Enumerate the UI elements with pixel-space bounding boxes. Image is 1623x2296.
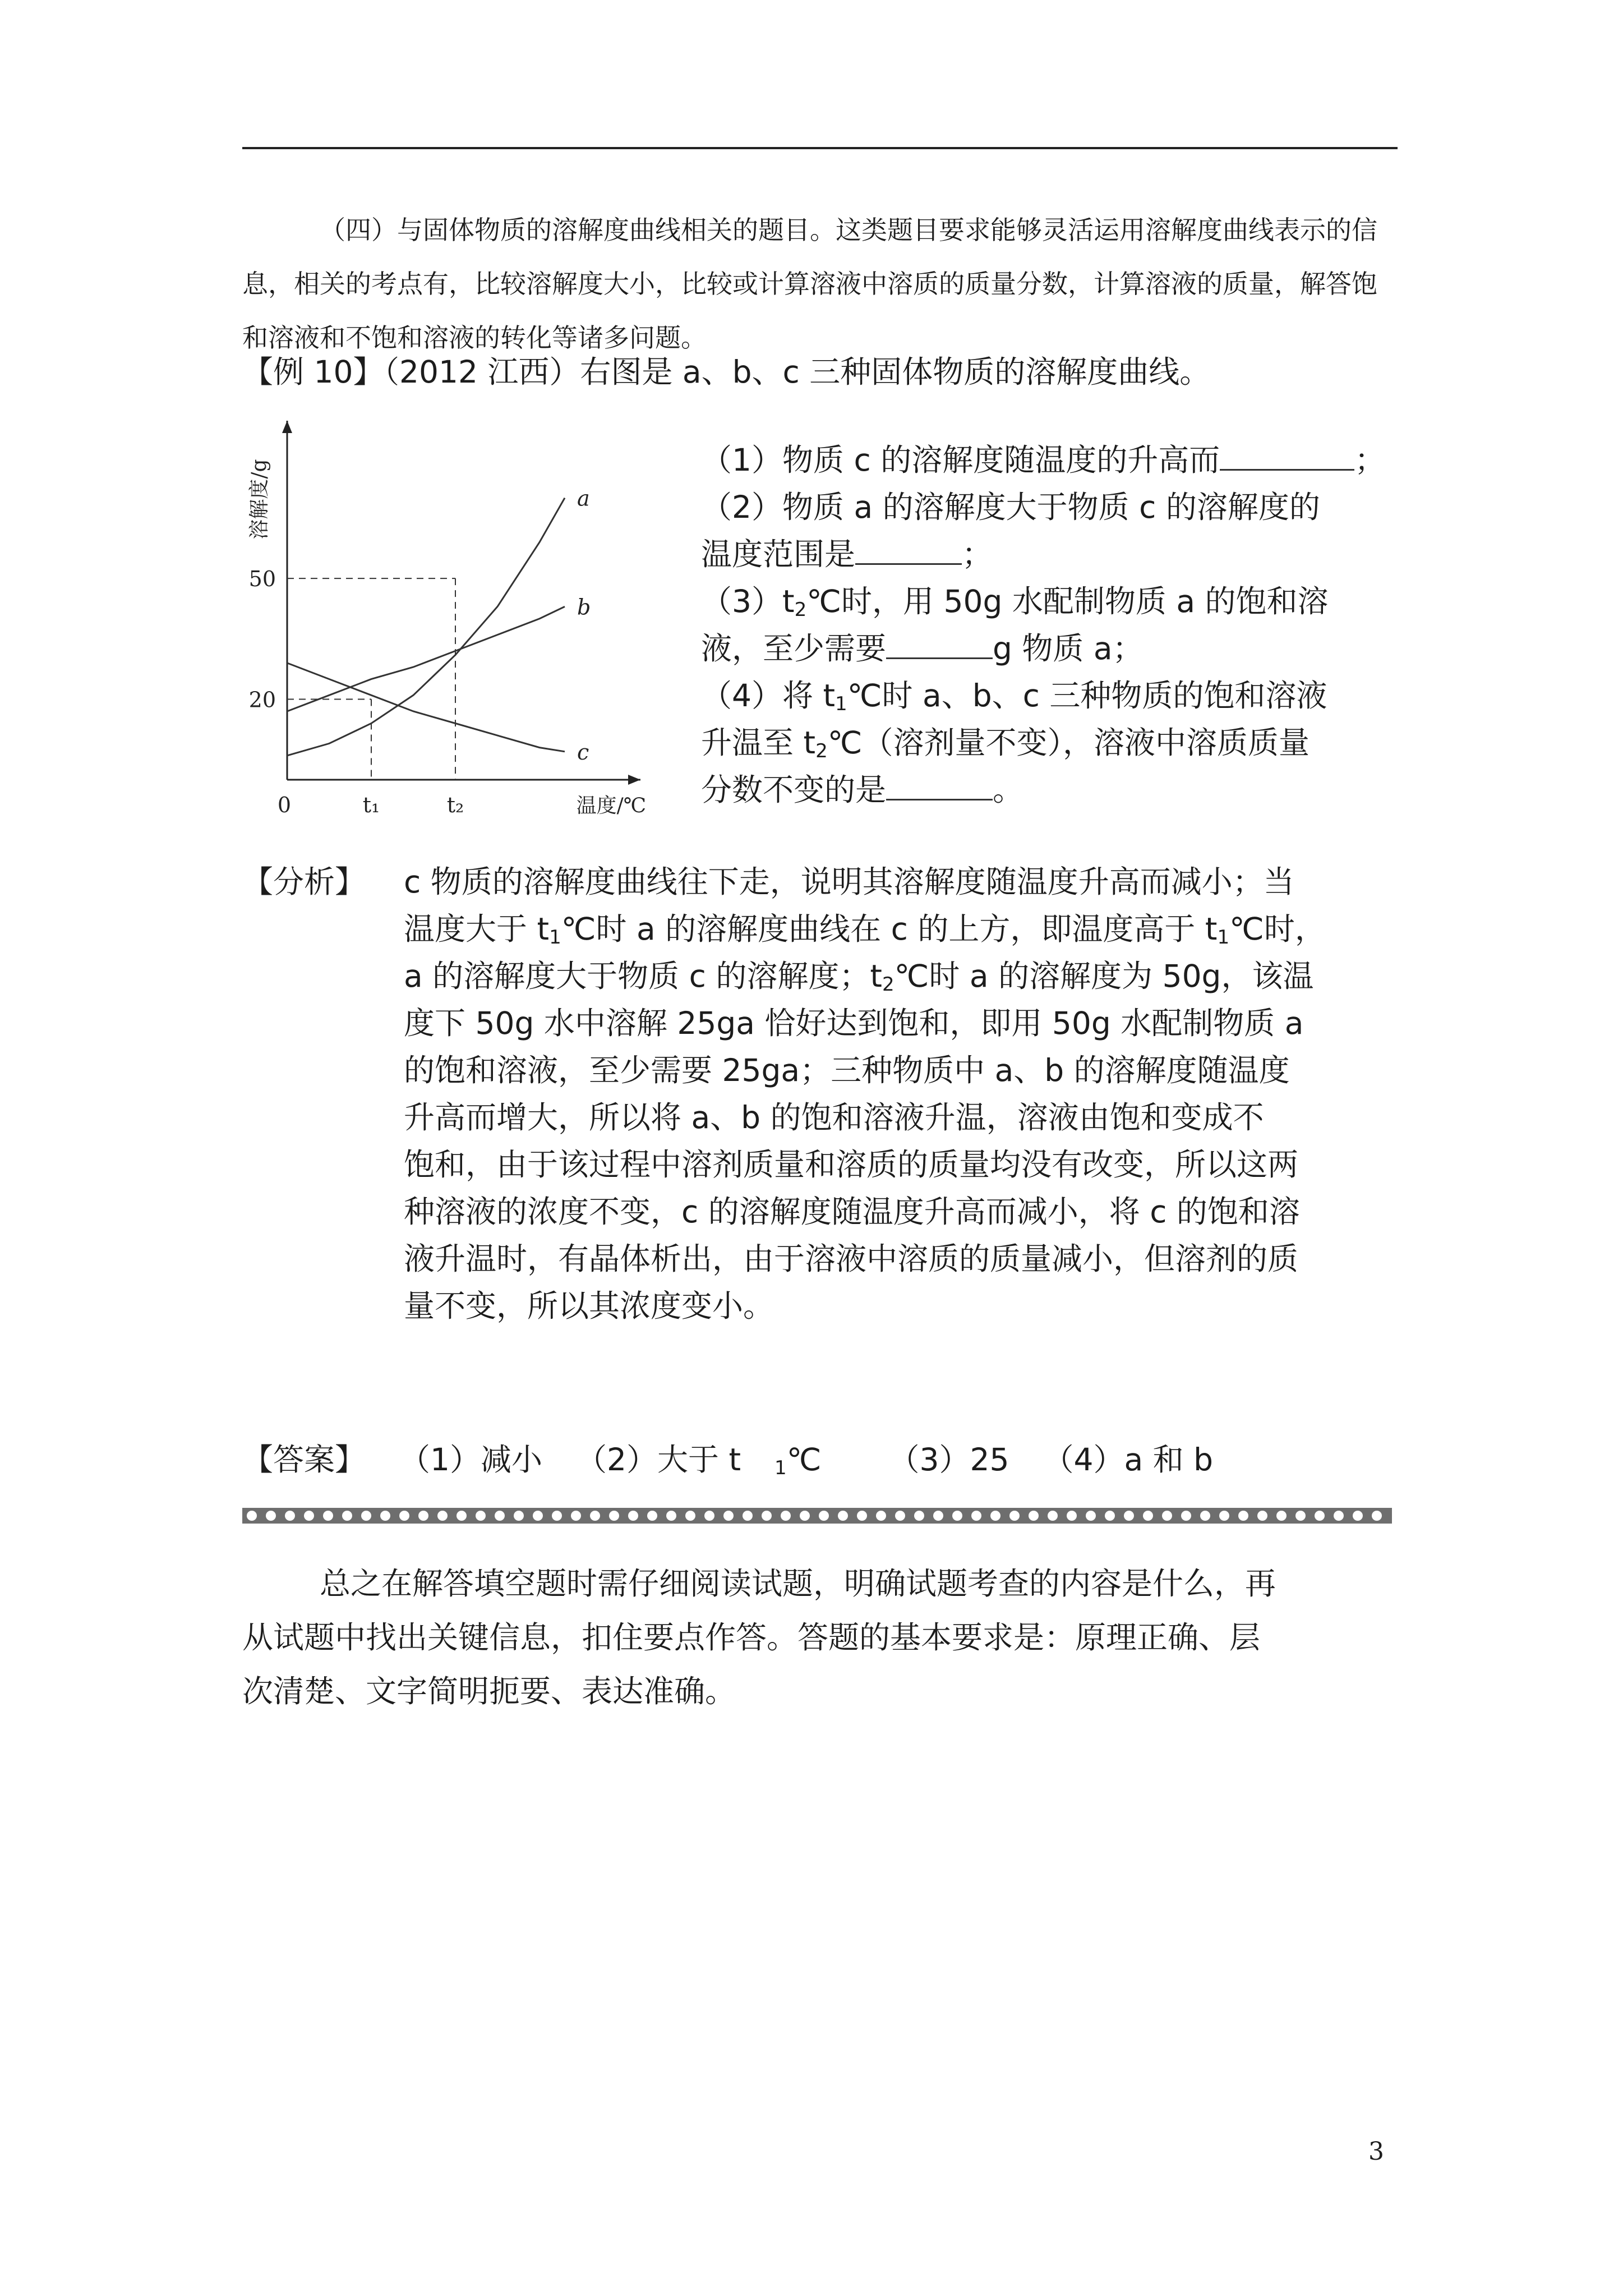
divider-dot xyxy=(590,1511,600,1521)
y-tick-label: 50 xyxy=(248,567,276,592)
divider-dot xyxy=(1334,1511,1344,1521)
divider-dot xyxy=(323,1511,333,1521)
y-axis-arrow xyxy=(282,421,292,433)
answer-3: （3）25 xyxy=(888,1442,1009,1478)
divider-dot xyxy=(1105,1511,1115,1521)
divider-dot xyxy=(1181,1511,1191,1521)
divider-dot xyxy=(838,1511,848,1521)
summary-line: 从试题中找出关键信息，扣住要点作答。答题的基本要求是：原理正确、层 xyxy=(242,1619,1261,1655)
divider-dot xyxy=(1295,1511,1306,1521)
divider-dot xyxy=(342,1511,352,1521)
divider-dot xyxy=(876,1511,886,1521)
divider-dot xyxy=(800,1511,810,1521)
answer-blank[interactable] xyxy=(855,532,962,565)
divider-dot xyxy=(609,1511,619,1521)
divider-dot xyxy=(1219,1511,1229,1521)
divider-dot xyxy=(1276,1511,1287,1521)
solubility-chart-svg xyxy=(242,409,685,819)
analysis-line: 升高而增大，所以将 a、b 的饱和溶液升温，溶液由饱和变成不 xyxy=(404,1099,1264,1135)
example-label: 【例 10】 xyxy=(242,354,384,390)
divider-dot xyxy=(1200,1511,1210,1521)
analysis-text xyxy=(404,858,1399,1329)
answer-blank[interactable] xyxy=(886,627,993,659)
intro-paragraph xyxy=(242,203,1398,365)
divider-dot xyxy=(1238,1511,1248,1521)
analysis-line: c 物质的溶解度曲线往下走，说明其溶解度随温度升高而减小；当 xyxy=(404,864,1294,900)
divider-dot xyxy=(1143,1511,1153,1521)
y-tick-label: 20 xyxy=(248,687,276,712)
analysis-line: 饱和，由于该过程中溶剂质量和溶质的质量均没有改变，所以这两 xyxy=(404,1147,1299,1182)
x-tick-label: t₂ xyxy=(446,793,464,817)
divider-dot xyxy=(495,1511,505,1521)
divider-dot xyxy=(1372,1511,1382,1521)
divider-dot xyxy=(552,1511,562,1521)
divider-dot xyxy=(533,1511,543,1521)
divider-dot xyxy=(857,1511,867,1521)
analysis-line: 的饱和溶液，至少需要 25ga；三种物质中 a、b 的溶解度随温度 xyxy=(404,1052,1290,1088)
divider-dot xyxy=(247,1511,257,1521)
answer-blank[interactable] xyxy=(886,768,993,800)
answer-blank[interactable] xyxy=(1220,438,1354,471)
divider-dot xyxy=(933,1511,943,1521)
question-4c: 分数不变的是 。 xyxy=(701,766,1399,813)
divider-dot xyxy=(819,1511,829,1521)
divider-dot xyxy=(647,1511,657,1521)
analysis-label: 【分析】 xyxy=(242,864,366,900)
divider-dot xyxy=(1048,1511,1058,1521)
analysis-line: 度下 50g 水中溶解 25ga 恰好达到饱和，即用 50g 水配制物质 a xyxy=(404,1005,1304,1041)
analysis-line: 种溶液的浓度不变，c 的溶解度随温度升高而减小，将 c 的饱和溶 xyxy=(404,1194,1300,1230)
questions-block xyxy=(701,436,1399,813)
divider-dot xyxy=(1124,1511,1134,1521)
divider-dot xyxy=(971,1511,981,1521)
divider-dot xyxy=(914,1511,924,1521)
answer-2: （2）大于 t $_1$℃ xyxy=(576,1442,822,1479)
divider-dot xyxy=(1009,1511,1020,1521)
question-4a: （4）将 $t_1℃$时 a、b、c 三种物质的饱和溶液 xyxy=(701,678,1327,715)
divider-dot xyxy=(704,1511,714,1521)
divider-dot xyxy=(990,1511,1000,1521)
question-3b: 液，至少需要 g 物质 a； xyxy=(701,625,1399,672)
curve-c xyxy=(287,663,565,752)
y-axis-label: 溶解度/g xyxy=(248,459,271,540)
page-number: 3 xyxy=(1368,2137,1384,2166)
intro-text: （四）与固体物质的溶解度曲线相关的题目。这类题目要求能够灵活运用溶解度曲线表示的信息，相关的考点有，比较溶解度大小，比较或计算溶液中溶质的质量分数，计算溶液的质量，解答饱和溶液和不饱和溶液的转化等诸多问题。 xyxy=(242,215,1377,353)
example-title xyxy=(242,347,1409,397)
divider-dot xyxy=(762,1511,772,1521)
divider-dot xyxy=(266,1511,276,1521)
divider-dot xyxy=(399,1511,409,1521)
series-label-a: a xyxy=(577,486,590,511)
divider-dot xyxy=(743,1511,753,1521)
divider-dot xyxy=(418,1511,428,1521)
question-3a: $(3)t_2℃$时，用 50g 水配制物质 a 的饱和溶 xyxy=(701,583,1329,621)
question-2a: （2）物质 a 的溶解度大于物质 c 的溶解度的 xyxy=(701,489,1320,525)
divider-dot xyxy=(571,1511,581,1521)
divider-dot xyxy=(361,1511,371,1521)
x-axis-arrow xyxy=(628,775,640,785)
decorative-divider xyxy=(242,1508,1392,1524)
divider-dot xyxy=(895,1511,905,1521)
divider-dot xyxy=(628,1511,638,1521)
divider-dot xyxy=(666,1511,676,1521)
divider-dot xyxy=(723,1511,734,1521)
divider-dot xyxy=(476,1511,486,1521)
analysis-line: 液升温时，有晶体析出，由于溶液中溶质的质量减小，但溶剂的质 xyxy=(404,1241,1299,1277)
divider-dot xyxy=(1086,1511,1096,1521)
question-4b: 升温至 $t_2℃$（溶剂量不变），溶液中溶质质量 xyxy=(701,725,1310,762)
divider-dot xyxy=(685,1511,695,1521)
solubility-chart xyxy=(242,409,685,819)
example-text: （2012 江西）右图是 a、b、c 三种固体物质的溶解度曲线。 xyxy=(384,354,1211,390)
summary-line: 总之在解答填空题时需仔细阅读试题，明确试题考查的内容是什么，再 xyxy=(320,1566,1276,1602)
divider-dot xyxy=(1315,1511,1325,1521)
series-label-b: b xyxy=(577,595,591,620)
divider-dot xyxy=(304,1511,314,1521)
analysis-line: 温度大于 $t_1℃$时 a 的溶解度曲线在 c 的上方，即温度高于 $t_1℃$时， xyxy=(404,911,1326,949)
question-2b: 温度范围是 ； xyxy=(701,531,1399,578)
divider-dot xyxy=(285,1511,295,1521)
curve-a xyxy=(287,498,565,756)
divider-dot xyxy=(952,1511,962,1521)
answer-text xyxy=(399,1436,1398,1483)
answer-4: （4）a 和 b xyxy=(1043,1442,1214,1478)
answer-label: 【答案】 xyxy=(242,1442,366,1478)
divider-dot xyxy=(457,1511,467,1521)
summary-paragraph xyxy=(242,1557,1398,1718)
analysis-line: a 的溶解度大于物质 c 的溶解度；$t_2℃$时 a 的溶解度为 50g，该温 xyxy=(404,958,1314,996)
series-label-c: c xyxy=(577,739,589,765)
divider-dot xyxy=(1067,1511,1077,1521)
summary-line: 次清楚、文字简明扼要、表达准确。 xyxy=(242,1673,736,1709)
x-axis-label: 温度/℃ xyxy=(576,794,646,817)
divider-dot xyxy=(380,1511,390,1521)
answer-1: （1）减小 xyxy=(399,1442,542,1478)
divider-dot xyxy=(437,1511,448,1521)
x-tick-label: t₁ xyxy=(362,793,380,817)
divider-dot xyxy=(514,1511,524,1521)
divider-dot xyxy=(1162,1511,1172,1521)
divider-dot xyxy=(1257,1511,1267,1521)
header-rule xyxy=(242,147,1398,149)
divider-dot xyxy=(1029,1511,1039,1521)
analysis-line: 量不变，所以其浓度变小。 xyxy=(404,1288,774,1324)
curve-b xyxy=(287,606,565,711)
origin-label: 0 xyxy=(277,793,292,817)
question-1: （1）物质 c 的溶解度随温度的升高而 ； xyxy=(701,436,1399,484)
divider-dot xyxy=(1353,1511,1363,1521)
divider-dot xyxy=(781,1511,791,1521)
